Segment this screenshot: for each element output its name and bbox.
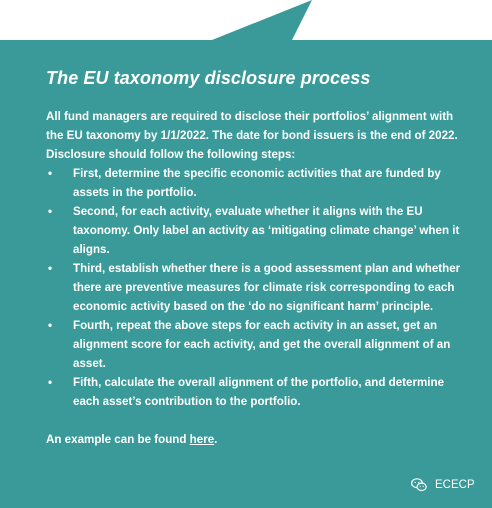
bullet: • — [48, 262, 53, 275]
list-item — [46, 202, 466, 259]
bullet: • — [48, 319, 53, 332]
step-text: Third, establish whether there is a good assessment plan and whether there are preventive measures for climate risk corresponding to each economic activity based on the ‘do no significant harm’ principle. — [73, 262, 461, 313]
example-line — [46, 430, 466, 449]
bullet: • — [48, 205, 53, 218]
example-prefix: An example can be found — [46, 433, 190, 446]
steps-list — [46, 164, 466, 411]
example-suffix: . — [214, 433, 218, 446]
list-item — [46, 259, 466, 316]
step-text: Fourth, repeat the above steps for each activity in an asset, get an alignment score for each activity, and get the overall alignment of an asset. — [73, 319, 451, 370]
watermark — [411, 478, 475, 492]
step-text: First, determine the specific economic activities that are funded by assets in the portfolio. — [73, 167, 441, 199]
list-item — [46, 316, 466, 373]
bullet: • — [48, 376, 53, 389]
intro-paragraph: All fund managers are required to disclose their portfolios’ alignment with the EU taxonomy by 1/1/2022. The date for bond issuers is the end of 2022. Disclosure should follow the following steps: — [46, 110, 458, 161]
list-item — [46, 164, 466, 202]
wechat-icon — [411, 478, 427, 492]
list-item — [46, 373, 466, 411]
bullet: • — [48, 167, 53, 180]
watermark-label: ECECP — [435, 479, 475, 491]
card-title: The EU taxonomy disclosure process — [46, 68, 371, 88]
step-text: Second, for each activity, evaluate whether it aligns with the EU taxonomy. Only label an activity as ‘mitigating climate change’ when it aligns. — [73, 205, 460, 256]
step-text: Fifth, calculate the overall alignment of the portfolio, and determine each asset’s contribution to the portfolio. — [73, 376, 445, 408]
card-content — [46, 68, 466, 461]
example-link[interactable]: here — [189, 433, 215, 446]
